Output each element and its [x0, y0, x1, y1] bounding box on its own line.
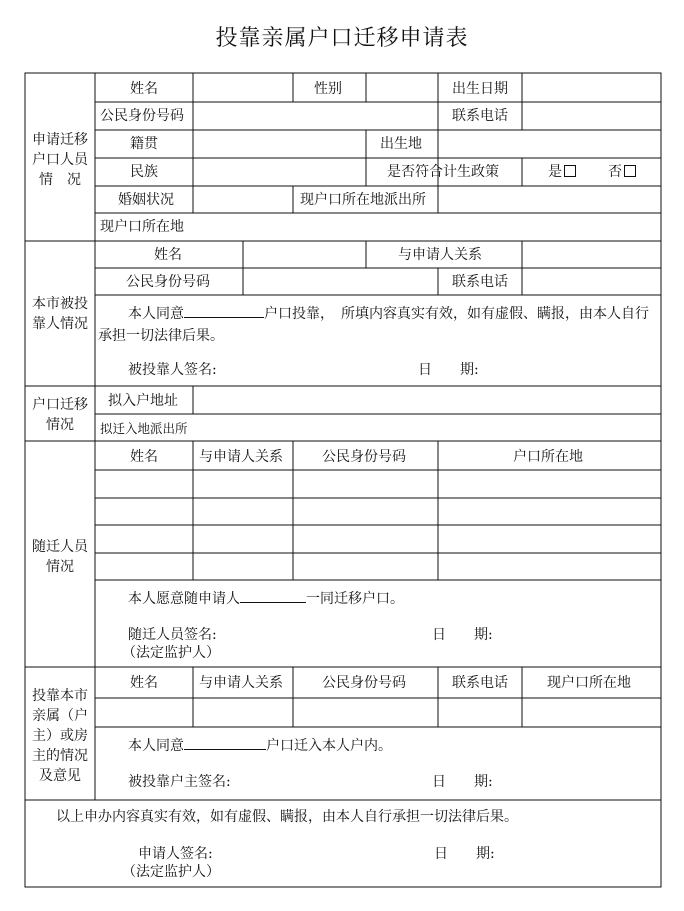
followers-section-label: 随迁人员 情况	[32, 539, 88, 575]
migration-section-label: 户口迁移 情况	[32, 397, 88, 433]
form-title: 投靠亲属户口迁移申请表	[215, 26, 469, 51]
new-police-station-label: 拟迁入地派出所	[100, 421, 188, 436]
host-phone-label: 联系电话	[452, 274, 508, 290]
birthplace-label: 出生地	[380, 136, 422, 152]
no-checkbox[interactable]	[624, 165, 636, 177]
followers-date-label: 日 期:	[432, 627, 493, 643]
relative-section-label: 投靠本市 亲属（户 主）或房 主的情况 及意见	[32, 688, 88, 784]
followers-willing-text: 本人愿意随申请人 一同迁移户口。	[128, 588, 648, 610]
policy-no-option[interactable]: 否	[608, 163, 636, 181]
ethnicity-label: 民族	[130, 164, 158, 180]
policy-question-label: 是否符合计生政策	[387, 164, 499, 180]
host-id-label: 公民身份号码	[126, 274, 210, 290]
declaration-signature-label: 申请人签名:	[138, 846, 213, 862]
followers-header-id: 公民身份号码	[322, 449, 406, 465]
relative-date-label: 日 期:	[432, 774, 493, 790]
host-name-label: 姓名	[154, 247, 182, 263]
current-address-label: 现户口所在地	[100, 219, 184, 235]
relative-consent-blank[interactable]	[184, 735, 266, 750]
followers-header-name: 姓名	[130, 449, 158, 465]
id-number-label: 公民身份号码	[100, 108, 184, 124]
declaration-date-label: 日 期:	[434, 846, 495, 862]
followers-guardian-label: （法定监护人）	[122, 645, 220, 661]
birth-date-label: 出生日期	[452, 81, 508, 97]
host-consent-blank[interactable]	[184, 303, 264, 318]
police-station-label: 现户口所在地派出所	[300, 192, 426, 208]
relative-header-relation: 与申请人关系	[199, 675, 283, 691]
relative-header-phone: 联系电话	[452, 675, 508, 691]
relative-header-name: 姓名	[130, 675, 158, 691]
host-consent-text: 本人同意 户口投靠， 所填内容真实有效，如有虚假、瞒报，由本人自行承担一切法律后果。	[98, 303, 654, 347]
policy-yes-option[interactable]: 是	[548, 163, 576, 181]
followers-signature-label: 随迁人员签名:	[128, 627, 217, 643]
host-section-label: 本市被投 靠人情况	[32, 296, 88, 332]
applicant-section-label: 申请迁移 户口人员 情 况	[32, 132, 88, 188]
host-signature-label: 被投靠人签名:	[128, 362, 217, 378]
host-relation-label: 与申请人关系	[398, 247, 482, 263]
host-date-label: 日 期:	[418, 362, 479, 378]
native-place-label: 籍贯	[130, 136, 158, 152]
declaration-guardian-label: （法定监护人）	[122, 864, 220, 880]
declaration-text: 以上申办内容真实有效，如有虚假、瞒报，由本人自行承担一切法律后果。	[56, 809, 518, 825]
phone-label: 联系电话	[452, 108, 508, 124]
name-label: 姓名	[130, 81, 158, 97]
relative-consent-text: 本人同意 户口迁入本人户内。	[128, 735, 648, 757]
relative-signature-label: 被投靠户主签名:	[128, 774, 231, 790]
yes-checkbox[interactable]	[564, 165, 576, 177]
followers-willing-blank[interactable]	[240, 588, 306, 603]
relative-header-id: 公民身份号码	[322, 675, 406, 691]
marital-status-label: 婚姻状况	[118, 192, 174, 208]
gender-label: 性别	[314, 81, 342, 97]
new-address-label: 拟入户地址	[108, 393, 178, 409]
followers-header-relation: 与申请人关系	[199, 449, 283, 465]
relative-header-address: 现户口所在地	[547, 675, 631, 691]
followers-header-address: 户口所在地	[513, 449, 583, 465]
